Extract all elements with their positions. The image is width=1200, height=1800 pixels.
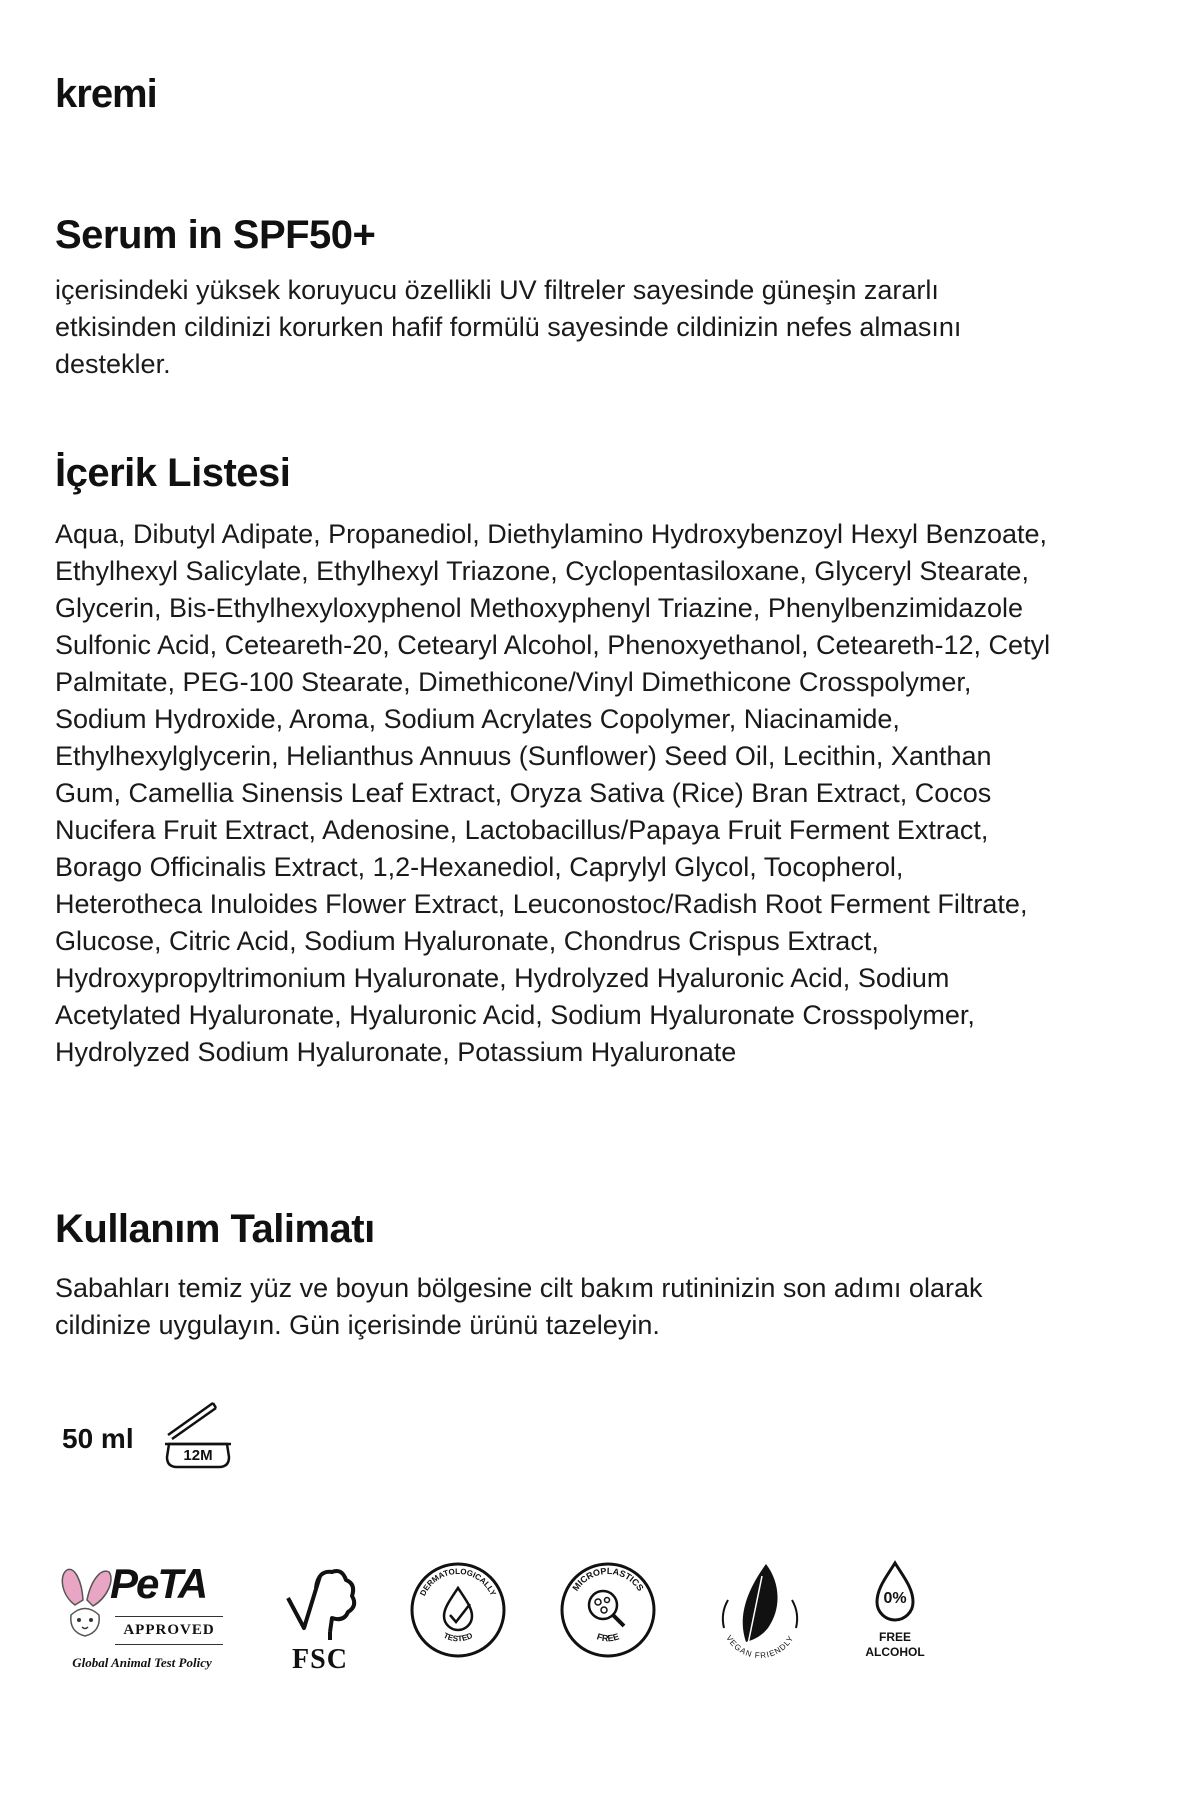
tree-check-icon	[280, 1560, 360, 1645]
peta-approved: APPROVED	[123, 1622, 215, 1638]
volume-label: 50 ml	[62, 1423, 134, 1454]
serum-description: içerisindeki yüksek koruyucu özellikli UV filtreler sayesinde güneşin zararlı etkisinden cildinizi korurken hafif formülü sayesinde cildinizin nefes almasını destekler.	[55, 275, 962, 379]
alcohol-free-badge	[855, 1560, 935, 1670]
dermatologically-tested-badge	[408, 1560, 508, 1670]
alcohol-free-line2: ALCOHOL	[865, 1645, 925, 1659]
vegan-label: VEGAN FRIENDLY	[724, 1633, 796, 1661]
alcohol-percent: 0%	[883, 1590, 907, 1607]
usage-section	[55, 1207, 1055, 1344]
drop-check-icon	[444, 1588, 472, 1630]
usage-instructions: Sabahları temiz yüz ve boyun bölgesine cilt bakım rutininizin son adımı olarak cildinize uygulayın. Gün içerisinde ürünü tazeleyin.	[55, 1273, 983, 1340]
certification-badges	[55, 1560, 955, 1710]
derm-bottom-text: TESTED	[441, 1630, 474, 1644]
ingredients-list: Aqua, Dibutyl Adipate, Propanediol, Diethylamino Hydroxybenzoyl Hexyl Benzoate, Ethylhexyl Salicylate, Ethylhexyl Triazone, Cyclopentasiloxane, Glyceryl Stearate, Glycerin, Bis-Ethylhexyloxyphenol Methoxyphenyl Triazine, Phenylbenzimidazole Sulfonic Acid, Ceteareth-20, Cetearyl Alcohol, Phenoxyethanol, Ceteareth-12, Cetyl Palmitate, PEG-100 Stearate, Dimethicone/Vinyl Dimethicone Crosspolymer, Sodium Hydroxide, Aroma, Sodium Acrylates Copolymer, Niacinamide, Ethylhexylglycerin, Helianthus Annuus (Sunflower) Seed Oil, Lecithin, Xanthan Gum, Camellia Sinensis Leaf Extract, Oryza Sativa (Rice) Bran Extract, Cocos Nucifera Fruit Extract, Adenosine, Lactobacillus/Papaya Fruit Ferment Extract, Borago Officinalis Extract, 1,2-Hexanediol, Caprylyl Glycol, Tocopherol, Heterotheca Inuloides Flower Extract, Leuconostoc/Radish Root Ferment Filtrate, Glucose, Citric Acid, Sodium Hyaluronate, Chondrus Crispus Extract, Hydroxypropyltrimonium Hyaluronate, Hydrolyzed Hyaluronic Acid, Sodium Acetylated Hyaluronate, Hyaluronic Acid, Sodium Hyaluronate Crosspolymer, Hydrolyzed Sodium Hyaluronate, Potassium Hyaluronate	[55, 519, 1051, 1067]
pao-label: 12M	[183, 1447, 213, 1464]
microplastics-free-badge	[558, 1560, 658, 1670]
peta-policy: Global Animal Test Policy	[72, 1655, 212, 1670]
peta-badge	[55, 1560, 225, 1680]
svg-text:MICROPLASTICS	[570, 1566, 645, 1593]
derm-top-text: DERMATOLOGICALLY	[418, 1566, 498, 1598]
micro-top-text: MICROPLASTICS	[570, 1565, 646, 1593]
magnifier-icon	[589, 1591, 624, 1626]
serum-title: Serum in SPF50+	[55, 213, 376, 257]
usage-title: Kullanım Talimatı	[55, 1207, 375, 1251]
leaf-icon	[743, 1564, 778, 1644]
bunny-icon	[55, 1560, 115, 1655]
svg-text:TESTED	[442, 1631, 474, 1644]
ingredients-section	[55, 451, 1055, 1071]
serum-section	[55, 213, 1055, 383]
peta-logo: PeTA	[110, 1560, 207, 1607]
vegan-friendly-badge	[710, 1560, 810, 1670]
svg-text:VEGAN FRIENDLY	[724, 1634, 795, 1660]
ingredients-title: İçerik Listesi	[55, 451, 291, 495]
brand-logo: kremi	[55, 72, 157, 116]
micro-bottom-text: FREE	[595, 1631, 621, 1644]
svg-text:FREE	[596, 1631, 621, 1643]
open-jar-icon	[159, 1395, 239, 1475]
alcohol-free-line1: FREE	[878, 1630, 911, 1644]
fsc-label: FSC	[292, 1644, 348, 1675]
fsc-badge	[280, 1560, 360, 1680]
